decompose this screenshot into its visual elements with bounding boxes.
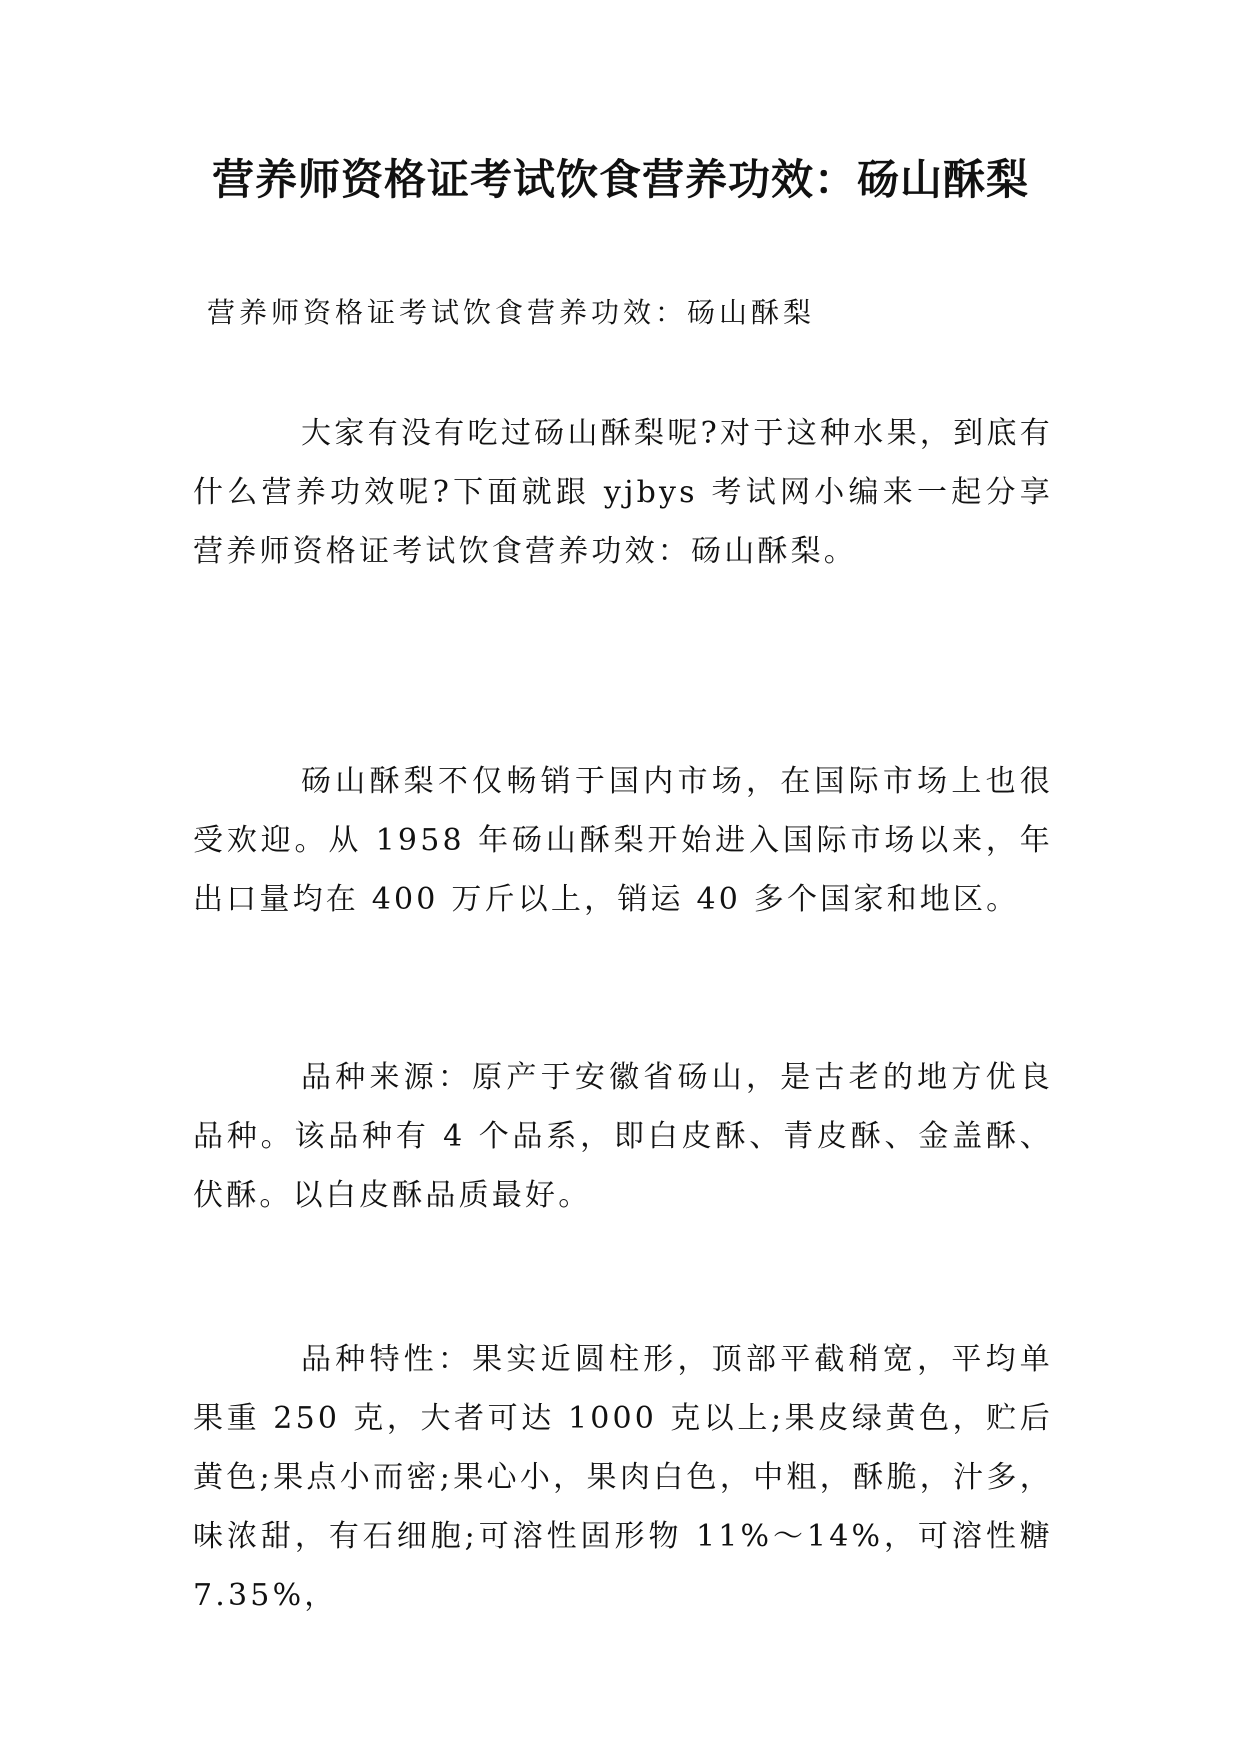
paragraph-variety-origin: 品种来源：原产于安徽省砀山，是古老的地方优良品种。该品种有 4 个品系，即白皮酥、青皮酥、金盖酥、伏酥。以白皮酥品质最好。	[193, 1060, 1053, 1213]
document-subtitle: 营养师资格证考试饮食营养功效：砀山酥梨	[207, 296, 816, 329]
paragraph-variety-traits: 品种特性：果实近圆柱形，顶部平截稍宽，平均单果重 250 克，大者可达 1000 克以上;果皮绿黄色，贮后黄色;果点小而密;果心小，果肉白色，中粗，酥脆，汁多，味浓甜，有石细胞;可溶性固形物 11%～14%，可溶性糖 7.35%，	[193, 1342, 1053, 1613]
document-title: 营养师资格证考试饮食营养功效：砀山酥梨	[211, 155, 1029, 204]
paragraph-market: 砀山酥梨不仅畅销于国内市场，在国际市场上也很受欢迎。从 1958 年砀山酥梨开始进入国际市场以来，年出口量均在 400 万斤以上，销运 40 多个国家和地区。	[193, 764, 1053, 917]
paragraph-intro: 大家有没有吃过砀山酥梨呢?对于这种水果，到底有什么营养功效呢?下面就跟 yjbys 考试网小编来一起分享营养师资格证考试饮食营养功效：砀山酥梨。	[193, 416, 1053, 569]
